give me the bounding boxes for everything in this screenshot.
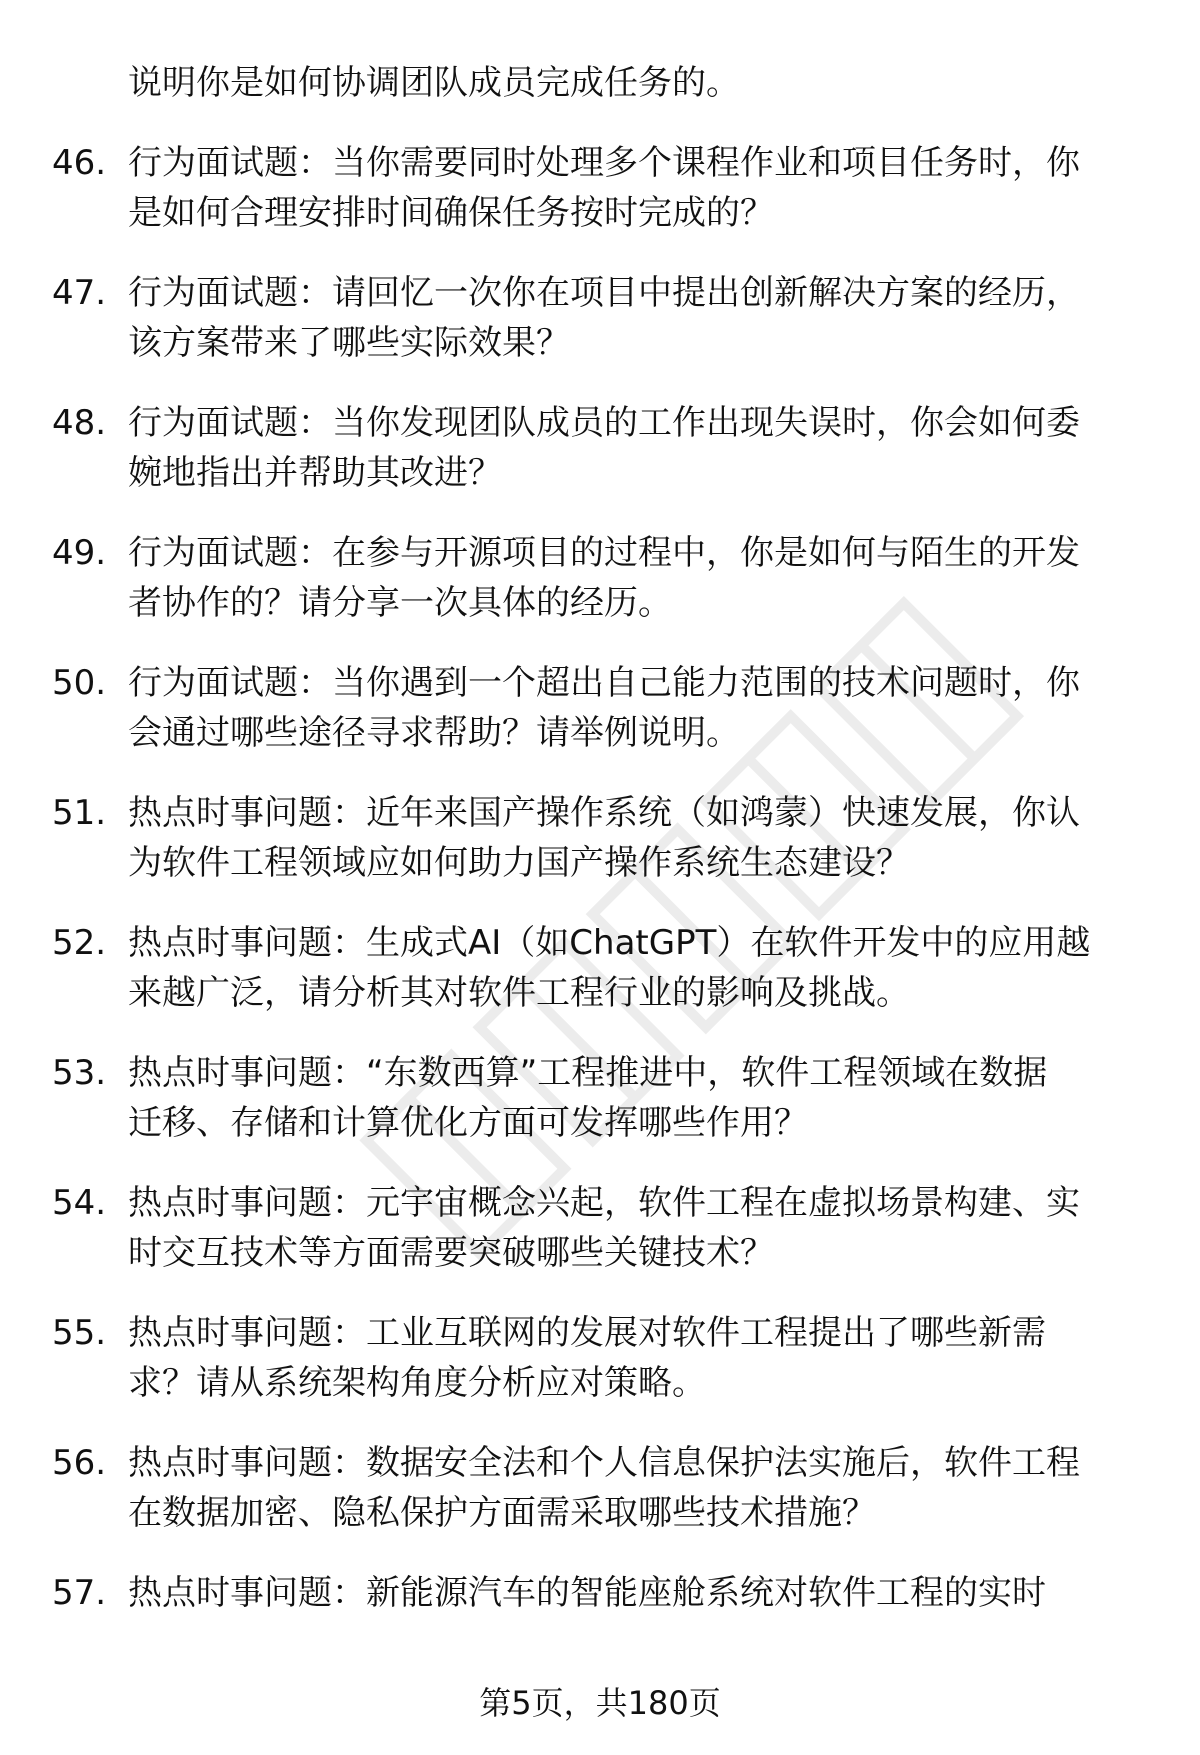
question-text-line1: 热点时事问题：“东数西算”工程推进中，软件工程领域在数据 [128,1053,1048,1093]
page-footer: 第5页，共180页 [479,1684,721,1722]
question-text-line2: 会通过哪些途径寻求帮助？请举例说明。 [128,713,740,753]
question-number: 55. [52,1313,107,1353]
question-number: 51. [52,793,107,833]
question-text-line2: 是如何合理安排时间确保任务按时完成的？ [128,193,774,233]
question-number: 52. [52,923,107,963]
question-text-line2: 求？请从系统架构角度分析应对策略。 [128,1363,706,1403]
question-number: 54. [52,1183,107,1223]
question-text-line2: 为软件工程领域应如何助力国产操作系统生态建设？ [128,843,910,883]
question-number: 47. [52,273,107,313]
question-number: 46. [52,143,107,183]
question-text-line1: 热点时事问题：新能源汽车的智能座舱系统对软件工程的实时 [128,1573,1046,1613]
question-number: 53. [52,1053,107,1093]
question-number: 48. [52,403,107,443]
continuation-text: 说明你是如何协调团队成员完成任务的。 [128,63,740,103]
question-text-line1: 行为面试题：当你需要同时处理多个课程作业和项目任务时，你 [128,143,1080,183]
question-text-line1: 热点时事问题：近年来国产操作系统（如鸿蒙）快速发展，你认 [128,793,1080,833]
question-text-line1: 行为面试题：当你遇到一个超出自己能力范围的技术问题时，你 [128,663,1080,703]
question-text-line2: 婉地指出并帮助其改进？ [128,453,502,493]
question-text-line2: 者协作的？请分享一次具体的经历。 [128,583,672,623]
question-number: 56. [52,1443,107,1483]
question-text-line2: 时交互技术等方面需要突破哪些关键技术？ [128,1233,774,1273]
question-text-line2: 迁移、存储和计算优化方面可发挥哪些作用？ [128,1103,808,1143]
question-text-line2: 该方案带来了哪些实际效果？ [128,323,570,363]
question-text-line1: 热点时事问题：数据安全法和个人信息保护法实施后，软件工程 [128,1443,1080,1483]
question-text-line1: 行为面试题：在参与开源项目的过程中，你是如何与陌生的开发 [128,533,1080,573]
question-number: 49. [52,533,107,573]
question-text-line1: 行为面试题：当你发现团队成员的工作出现失误时，你会如何委 [128,403,1080,443]
question-text-line2: 在数据加密、隐私保护方面需采取哪些技术措施？ [128,1493,876,1533]
question-number: 50. [52,663,107,703]
question-text-line1: 热点时事问题：工业互联网的发展对软件工程提出了哪些新需 [128,1313,1046,1353]
question-text-line1: 热点时事问题：生成式AI（如ChatGPT）在软件开发中的应用越 [128,923,1091,963]
question-number: 57. [52,1573,107,1613]
question-text-line1: 行为面试题：请回忆一次你在项目中提出创新解决方案的经历， [128,273,1080,313]
question-text-line1: 热点时事问题：元宇宙概念兴起，软件工程在虚拟场景构建、实 [128,1183,1080,1223]
question-text-line2: 来越广泛，请分析其对软件工程行业的影响及挑战。 [128,973,910,1013]
